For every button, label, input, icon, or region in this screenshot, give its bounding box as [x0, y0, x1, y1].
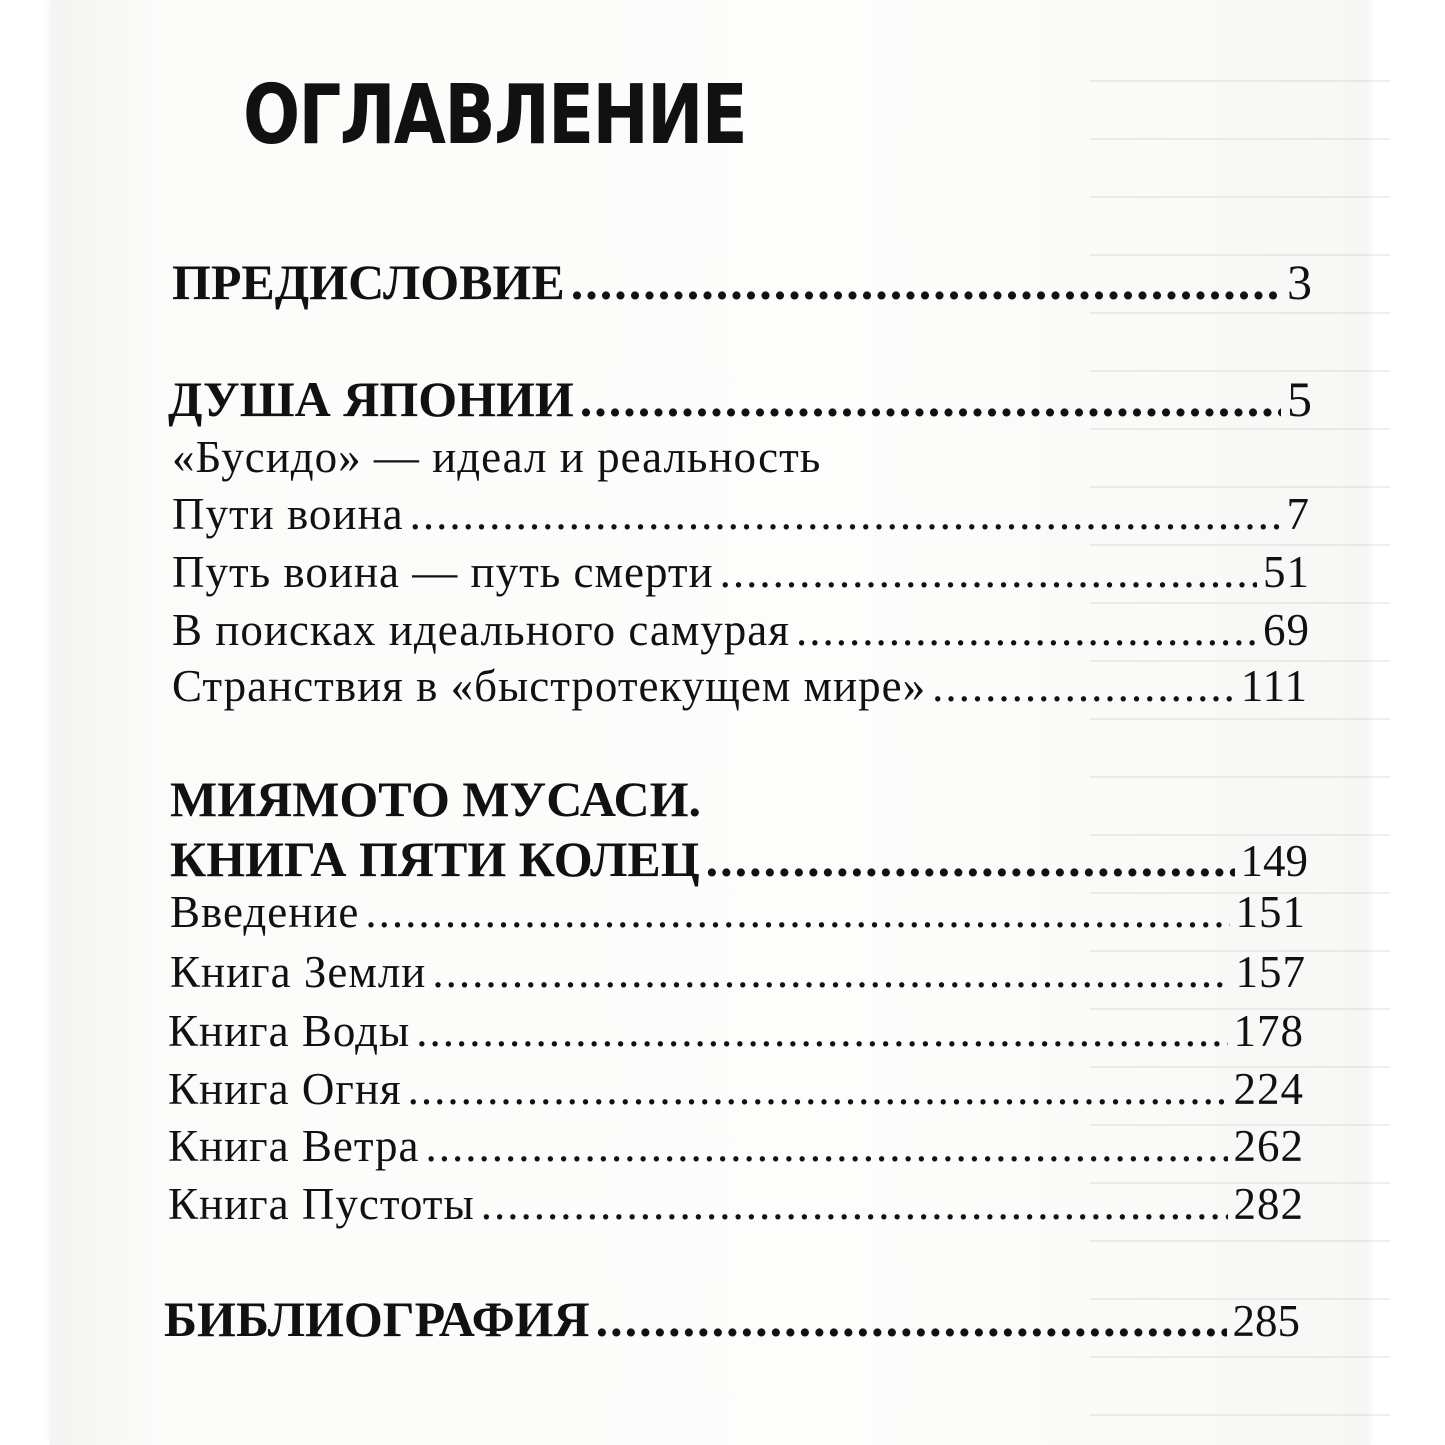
toc-entry-bibliography	[164, 1291, 1300, 1347]
toc-dot-leader	[432, 950, 1229, 995]
toc-dot-leader	[365, 890, 1229, 935]
toc-entry-preface	[172, 254, 1312, 310]
toc-entry-ideal-samurai	[172, 605, 1310, 655]
toc-entry-bushido	[172, 432, 822, 482]
toc-entry-label: КНИГА ПЯТИ КОЛЕЦ	[170, 831, 700, 887]
toc-dot-leader	[596, 1294, 1227, 1344]
toc-entry-fire	[168, 1064, 1304, 1114]
toc-entry-label: Книга Ветра	[168, 1121, 420, 1171]
toc-entry-label: Введение	[170, 887, 360, 937]
page-title: ОГЛАВЛЕНИЕ	[243, 68, 747, 163]
toc-page-number: 262	[1233, 1121, 1304, 1171]
toc-entry-label: Книга Земли	[170, 947, 427, 997]
toc-entry-musashi	[170, 771, 701, 827]
toc-entry-label: Путь воина — путь смерти	[172, 547, 714, 597]
toc-dot-leader	[796, 608, 1257, 653]
toc-entry-soul-of-japan	[168, 371, 1312, 427]
toc-page-number: 5	[1287, 371, 1312, 427]
toc-entry-label: МИЯМОТО МУСАСИ.	[170, 771, 701, 827]
toc-entry-label: Книга Воды	[168, 1006, 411, 1056]
toc-dot-leader	[481, 1182, 1228, 1227]
toc-entry-label: ДУША ЯПОНИИ	[168, 371, 574, 427]
toc-page-number: 69	[1263, 605, 1310, 655]
toc-page-number: 3	[1287, 254, 1312, 310]
toc-dot-leader	[410, 492, 1281, 537]
toc-entry-label: В поисках идеального самурая	[172, 605, 790, 655]
toc-entry-wind	[168, 1121, 1304, 1171]
toc-page-number: 178	[1233, 1006, 1304, 1056]
toc-entry-warrior-death	[172, 547, 1310, 597]
toc-page-number: 51	[1263, 547, 1310, 597]
toc-dot-leader	[416, 1009, 1227, 1054]
toc-dot-leader	[932, 664, 1235, 709]
toc-dot-leader	[706, 834, 1235, 884]
toc-page-number: 149	[1240, 836, 1308, 886]
toc-entry-label: БИБЛИОГРАФИЯ	[164, 1291, 590, 1347]
toc-dot-leader	[720, 550, 1257, 595]
toc-page-number: 285	[1232, 1296, 1300, 1346]
toc-entry-warrior-paths	[172, 489, 1310, 539]
toc-dot-leader	[426, 1124, 1228, 1169]
toc-entry-label: ПРЕДИСЛОВИЕ	[172, 254, 565, 310]
toc-entry-label: Книга Огня	[168, 1064, 402, 1114]
toc-page-number: 111	[1240, 661, 1308, 711]
toc-dot-leader	[580, 374, 1281, 424]
toc-page-number: 282	[1233, 1179, 1304, 1229]
toc-page-number: 7	[1286, 489, 1310, 539]
toc-page-number: 151	[1235, 887, 1306, 937]
toc-entry-five-rings	[170, 831, 1308, 887]
toc-entry-label: «Бусидо» — идеал и реальность	[172, 432, 822, 482]
toc-entry-label: Книга Пустоты	[168, 1179, 475, 1229]
toc-entry-water	[168, 1006, 1304, 1056]
toc-dot-leader	[571, 257, 1281, 307]
toc-entry-introduction	[170, 887, 1306, 937]
toc-entry-label: Пути воина	[172, 489, 404, 539]
toc-entry-void	[168, 1179, 1304, 1229]
toc-dot-leader	[408, 1067, 1228, 1112]
toc-entry-label: Странствия в «быстротекущем мире»	[172, 661, 927, 711]
toc-page-number: 157	[1235, 947, 1306, 997]
toc-entry-earth	[170, 947, 1306, 997]
toc-page-number: 224	[1233, 1064, 1304, 1114]
toc-entry-floating-world	[172, 661, 1308, 711]
